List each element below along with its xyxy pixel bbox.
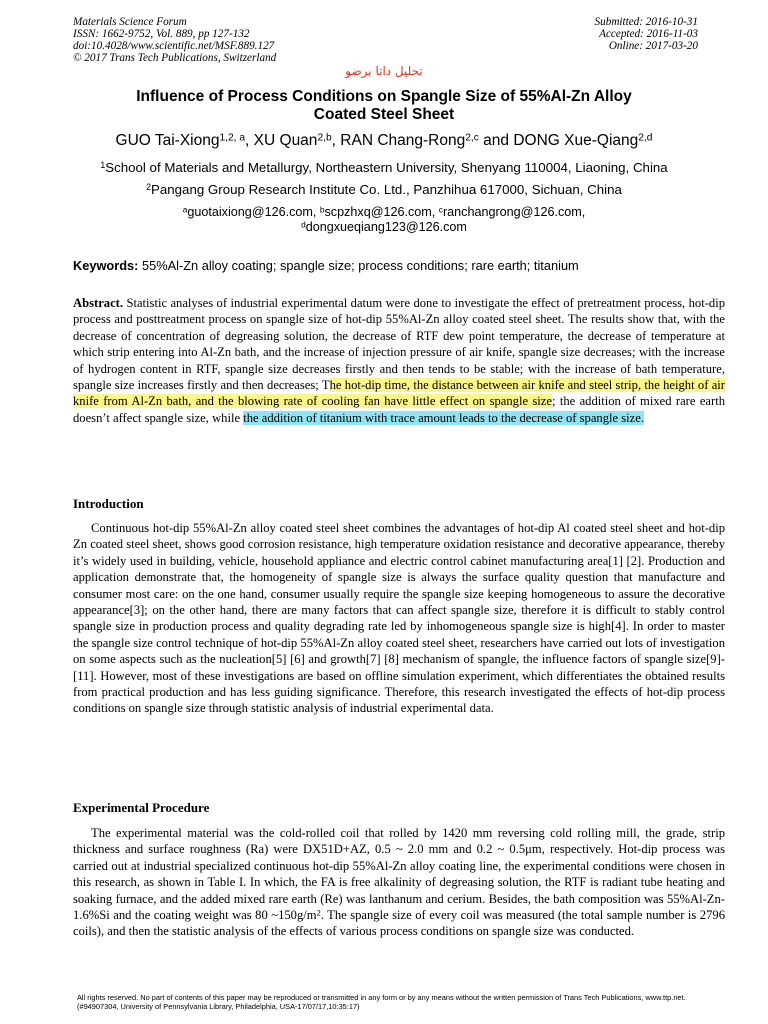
author-superscript: 2,c	[465, 132, 479, 144]
copyright-line: © 2017 Trans Tech Publications, Switzerland	[73, 52, 277, 64]
experimental-text: . The spangle size of every coil was measured (the total sample number is 2796 coils), and then the statistic analysis of the effects of various process conditions on spangle size was conducted.	[73, 908, 725, 939]
journal-header	[73, 16, 276, 64]
affiliation-superscript: 2	[146, 182, 151, 193]
experimental-text: The experimental material was the cold-rolled coil that rolled by 1420 mm reversing cold rolling mill, the grade, strip thickness and surface roughness (Ra) were DX51D+AZ, 0.5 ~ 2.0 mm and 0.2 ~ 0.5μm, respectively. Hot-dip process was carried out at industrial specialized continuous hot-dip 55%Al-Zn alloy coating line, the experimental conditions were chosen in this research, as shown in Table I. In which, the FA is free alkalinity of degreasing solution, the RTF is radiant tube heating and soaking furnace, and the added mixed rare earth (Re) was lanthanum and cerium. Besides, the bath composition was 55%Al-Zn-1.6%Si and the coating weight was 80 ~150g/m	[73, 826, 725, 923]
abstract-paragraph	[73, 295, 725, 426]
issn-line: ISSN: 1662-9752, Vol. 889, pp 127-132	[73, 28, 250, 40]
affiliation-text: School of Materials and Metallurgy, Northeastern University, Shenyang 110004, Liaoning, China	[105, 160, 668, 175]
email-address[interactable]: ranchangrong@126.com,	[442, 205, 586, 219]
keywords-label: Keywords:	[73, 258, 139, 273]
journal-name: Materials Science Forum	[73, 16, 187, 28]
email-superscript: c	[438, 204, 443, 215]
author-superscript: 2,d	[638, 132, 653, 144]
affiliation-2	[40, 182, 728, 198]
introduction-paragraph: Continuous hot-dip 55%Al-Zn alloy coated steel sheet combines the advantages of hot-dip Al coated steel sheet and hot-dip Zn coated steel sheet, shows good corrosion resistance, high temperature oxidation resistance and decorative appearance, thereby it’s widely used in building, vehicle, household appliance and electric control cabinet manufacturing area[1] [2]. Production and application demonstrate that, the homogeneity of spangle size is always the surface quality question that manufacture and consumer most care: on the one hand, consumer usually require the spangle size keeping homogeneous to assure the decorative appearance[3]; on the other hand, there are many factors that can affect spangle size, therefore it is difficult to stably control spangle size in production process and quality degrading rate led by inhomogeneous spangle size is high[4]. In order to master the spangle size control technique of hot-dip 55%Al-Zn alloy coated steel sheet, researchers have carried out lots of investigation on some aspects such as the nucleation[5] [6] and growth[7] [8] mechanism of spangle, the influence factors of spangle size[9]-[11]. However, most of these investigations are based on offline simulation experiment, which differentiates the obtained results from practical production and has less guiding significance. Therefore, this research investigated the effects of hot-dip process conditions on spangle size through statistic analysis of industrial experimental data.	[73, 521, 725, 716]
title-line-2: Coated Steel Sheet	[313, 106, 455, 123]
affiliation-superscript: 1	[100, 160, 106, 171]
accepted-date: Accepted: 2016-11-03	[599, 28, 698, 40]
paper-title	[70, 88, 698, 124]
yellow-highlight: he hot-dip time, the distance between air knife and steel strip, the height of air knife from Al-Zn bath, and the blowing rate of cooling fan have little effect on spangle size	[73, 378, 725, 409]
keywords-line	[73, 258, 713, 274]
author-name: XU Quan	[253, 132, 318, 149]
author-name: DONG Xue-Qiang	[513, 132, 639, 149]
experimental-heading: Experimental Procedure	[73, 800, 210, 815]
author-superscript: 1,2, a	[219, 132, 246, 144]
dates-header	[595, 16, 698, 52]
author-name: GUO Tai-Xiong	[115, 132, 220, 149]
author-separator: ,	[331, 132, 341, 149]
title-line-1: Influence of Process Conditions on Spangle Size of 55%Al-Zn Alloy	[136, 88, 632, 105]
author-separator: ,	[245, 132, 254, 149]
submitted-date: Submitted: 2016-10-31	[594, 16, 698, 28]
affiliation-1	[40, 160, 728, 176]
abstract-label: Abstract.	[73, 296, 124, 310]
introduction-heading: Introduction	[73, 496, 144, 511]
abstract-text: ; the addition of mixed rare earth doesn’t affect spangle size, while	[73, 394, 725, 425]
affiliation-text: Pangang Group Research Institute Co. Ltd., Panzhihua 617000, Sichuan, China	[151, 182, 622, 197]
doi-line[interactable]: doi:10.4028/www.scientific.net/MSF.889.127	[73, 40, 275, 52]
author-emails	[40, 205, 728, 235]
email-superscript: a	[182, 204, 188, 215]
email-line-2	[40, 220, 728, 235]
unit-superscript: 2	[316, 908, 321, 918]
blue-highlight: the addition of titanium with trace amount leads to the decrease of spangle size.	[243, 410, 644, 425]
keywords-text: 55%Al-Zn alloy coating; spangle size; process conditions; rare earth; titanium	[138, 258, 579, 273]
author-separator: and	[478, 132, 514, 149]
email-address[interactable]: dongxueqiang123@126.com	[305, 220, 467, 234]
email-address[interactable]: guotaixiong@126.com,	[187, 205, 320, 219]
arabic-watermark: تحليل داتا برضو	[345, 64, 423, 78]
online-date: Online: 2017-03-20	[608, 40, 698, 52]
email-address[interactable]: scpzhxq@126.com,	[324, 205, 439, 219]
email-line-1	[40, 205, 728, 220]
experimental-paragraph	[73, 825, 725, 940]
author-name: RAN Chang-Rong	[340, 132, 466, 149]
email-superscript: d	[301, 219, 306, 230]
abstract-text: Statistic analyses of industrial experimental datum were done to investigate the effect of pretreatment process, hot-dip process and posttreatment process on spangle size of hot-dip 55%Al-Zn alloy coated steel sheet. The results show that, with the decrease of concentration of degreasing solution, the decrease of RTF dew point temperature, the decrease of temperature at which strip entering into Al-Zn bath, and the increase of injection pressure of air knife, spangle size decreases; with the increase of hydrogen content in RTF, spangle size decreases firstly and then tends to be stable; with the increase of bath temperature, spangle size increases firstly and then decreases; T	[73, 296, 725, 393]
author-list	[40, 131, 728, 151]
email-superscript: b	[319, 204, 325, 215]
author-superscript: 2,b	[317, 132, 332, 144]
rights-footer: All rights reserved. No part of contents of this paper may be reproduced or transmitted in any form or by any means without the written permission of Trans Tech Publications, www.ttp.net. (#94907304, University of Pennsylvania Library, Philadelphia, USA-17/07/17,10:35:17)	[77, 993, 686, 1011]
